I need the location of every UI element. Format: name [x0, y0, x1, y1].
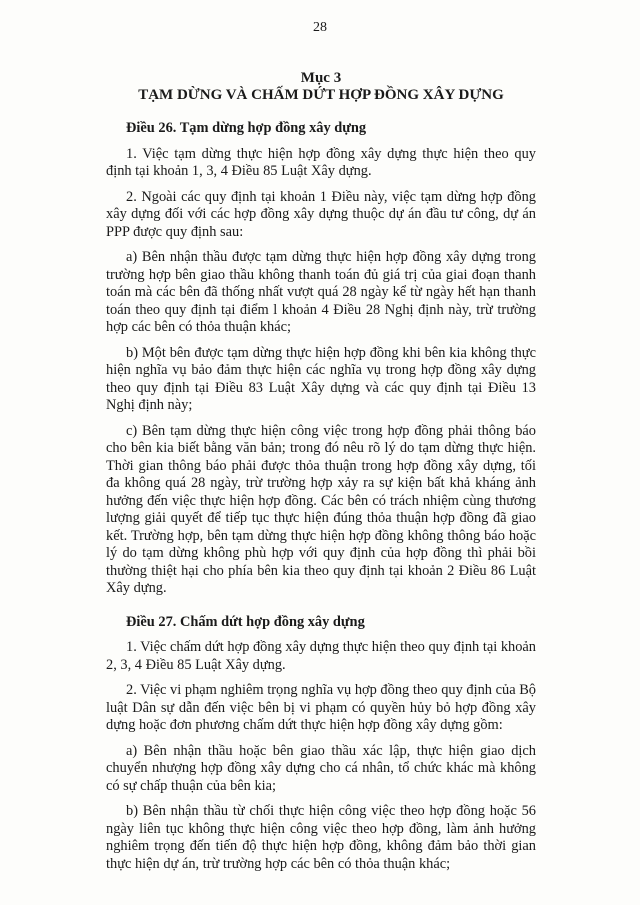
paragraph: a) Bên nhận thầu hoặc bên giao thầu xác lập, thực hiện giao dịch chuyển nhượng hợp đồng xây dựng cho cá nhân, tổ chức khác mà không có sự chấp thuận của bên kia; [106, 742, 536, 794]
paragraph: a) Bên nhận thầu được tạm dừng thực hiện hợp đồng xây dựng trong trường hợp bên giao thầu không thanh toán đủ giá trị của giai đoạn thanh toán mà các bên đã thống nhất vượt quá 28 ngày kể từ ngày hết hạn thanh toán theo quy định tại điểm l khoản 4 Điều 28 Nghị định này, trừ trường hợp các bên có thỏa thuận khác; [106, 249, 536, 335]
paragraph: b) Bên nhận thầu từ chối thực hiện công việc theo hợp đồng hoặc 56 ngày liên tục không thực hiện công việc theo hợp đồng, làm ảnh hưởng nghiêm trọng đến tiến độ thực hiện hợp đồng, không đảm bảo thời gian thực hiện dự án, trừ trường hợp các bên có thỏa thuận khác; [106, 803, 536, 872]
paragraph: 2. Việc vi phạm nghiêm trọng nghĩa vụ hợp đồng theo quy định của Bộ luật Dân sự dẫn đến việc bên bị vi phạm có quyền hủy bỏ hợp đồng xây dựng hoặc đơn phương chấm dứt thực hiện hợp đồng xây dựng gồm: [106, 682, 536, 733]
paragraph: b) Một bên được tạm dừng thực hiện hợp đồng khi bên kia không thực hiện nghĩa vụ bảo đảm thực hiện các nghĩa vụ trong hợp đồng xây dựng theo quy định tại Điều 83 Luật Xây dựng và các quy định tại Điều 13 Nghị định này; [106, 344, 536, 413]
article-heading: Điều 27. Chấm dứt hợp đồng xây dựng [126, 613, 365, 630]
paragraph: 2. Ngoài các quy định tại khoản 1 Điều này, việc tạm dừng hợp đồng xây dựng đối với các hợp đồng xây dựng thuộc dự án đầu tư công, dự án PPP được quy định sau: [106, 188, 536, 240]
document-body [106, 70, 536, 881]
paragraph: c) Bên tạm dừng thực hiện công việc trong hợp đồng phải thông báo cho bên kia biết bằng văn bản; trong đó nêu rõ lý do tạm dừng thực hiện. Thời gian thông báo phải được thỏa thuận trong hợp đồng xây dựng, tối đa không quá 28 ngày, trừ trường hợp xảy ra sự kiện bất khả kháng ảnh hưởng đến việc thực hiện hợp đồng. Các bên có trách nhiệm cùng thương lượng giải quyết để tiếp tục thực hiện đúng thỏa thuận hợp đồng đã giao kết. Trường hợp, bên tạm dừng thực hiện hợp đồng không thông báo hoặc lý do tạm dừng không phù hợp với quy định của hợp đồng thì phải bồi thường thiệt hại cho phía bên kia theo quy định tại khoản 2 Điều 86 Luật Xây dựng. [106, 422, 536, 596]
section-title: TẠM DỪNG VÀ CHẤM DỨT HỢP ĐỒNG XÂY DỰNG [138, 87, 504, 103]
article-heading: Điều 26. Tạm dừng hợp đồng xây dựng [126, 120, 367, 136]
page-number: 28 [313, 20, 327, 35]
paragraph: 1. Việc chấm dứt hợp đồng xây dựng thực hiện theo quy định tại khoản 2, 3, 4 Điều 85 Luật Xây dựng. [106, 639, 536, 673]
paragraph: 1. Việc tạm dừng thực hiện hợp đồng xây dựng thực hiện theo quy định tại khoản 1, 3, 4 Điều 85 Luật Xây dựng. [106, 145, 536, 179]
section-number: Mục 3 [300, 70, 342, 86]
